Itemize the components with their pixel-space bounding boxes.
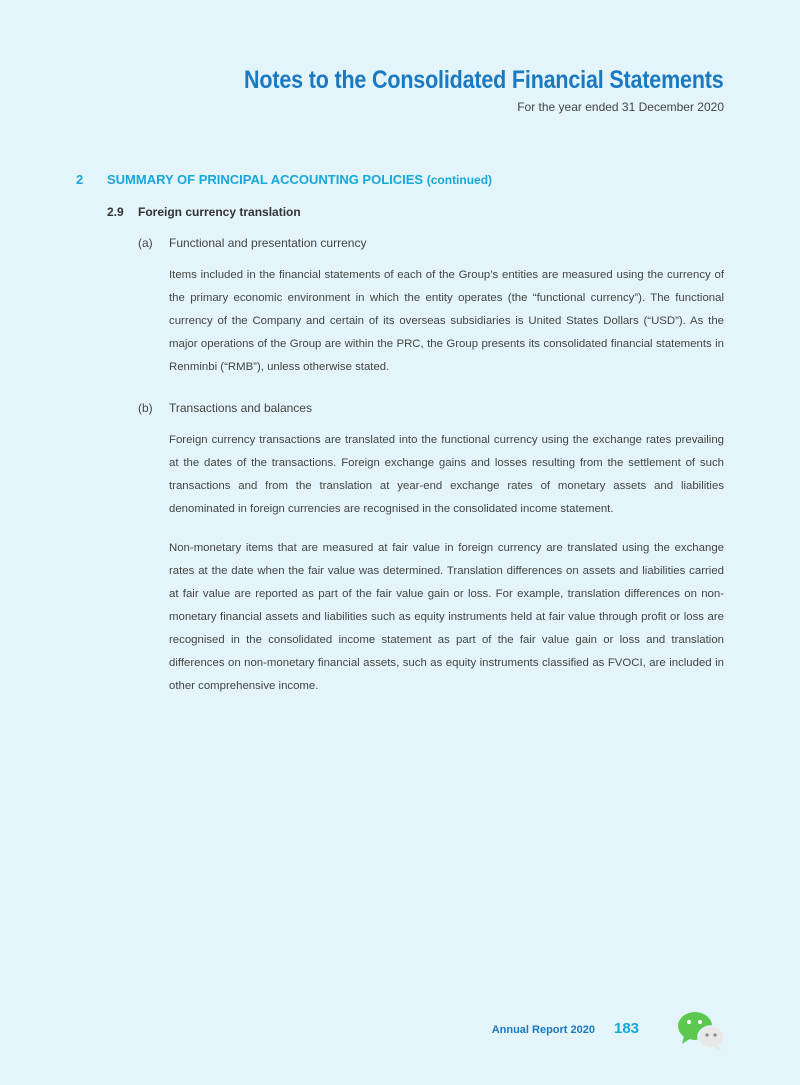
paragraph: Items included in the financial statements of each of the Group’s entities are measured using the currency of the primary economic environment in which the entity operates (the “functional currency”). The functional currency of the Company and certain of its overseas subsidiaries is United States Dollars (“USD”). As the major operations of the Group are within the PRC, the Group presents its consolidated financial statements in Renminbi (“RMB”), unless otherwise stated.: [169, 269, 724, 373]
subsection-number: 2.9: [107, 205, 124, 219]
section-title: SUMMARY OF PRINCIPAL ACCOUNTING POLICIES: [107, 172, 424, 187]
page-title: Notes to the Consolidated Financial Statements: [244, 66, 724, 94]
item-label-a: [138, 236, 366, 250]
page-number: 183: [614, 1020, 640, 1037]
item-letter: (a): [138, 236, 153, 250]
subsection-heading: [107, 205, 301, 219]
paragraph: Non-monetary items that are measured at fair value in foreign currency are translated using the exchange rates at the date when the fair value was determined. Translation differences on assets and liabilities carried at fair value are reported as part of the fair value gain or loss. For example, translation differences on non-monetary financial assets and liabilities such as equity instruments held at fair value through profit or loss are recognised in the consolidated income statement as part of the fair value gain or loss and translation differences on non-monetary financial assets, such as equity instruments classified as FVOCI, are included in other comprehensive income.: [169, 542, 724, 692]
item-label-b: [138, 401, 312, 415]
item-title: Transactions and balances: [169, 401, 312, 415]
paragraph: Foreign currency transactions are translated into the functional currency using the exchange rates prevailing at the dates of the transactions. Foreign exchange gains and losses resulting from the settlement of such transactions and from the translation at year-end exchange rates of monetary assets and liabilities denominated in foreign currencies are recognised in the consolidated income statement.: [169, 434, 724, 515]
subsection-title: Foreign currency translation: [138, 205, 301, 219]
section-heading: [76, 172, 492, 187]
section-continued: (continued): [426, 173, 493, 187]
section-number: 2: [76, 172, 84, 187]
page-subtitle: For the year ended 31 December 2020: [517, 100, 724, 114]
item-title: Functional and presentation currency: [169, 236, 367, 250]
wechat-icon: [676, 1010, 726, 1052]
footer-report-name: Annual Report 2020: [491, 1024, 595, 1036]
item-letter: (b): [138, 401, 153, 415]
